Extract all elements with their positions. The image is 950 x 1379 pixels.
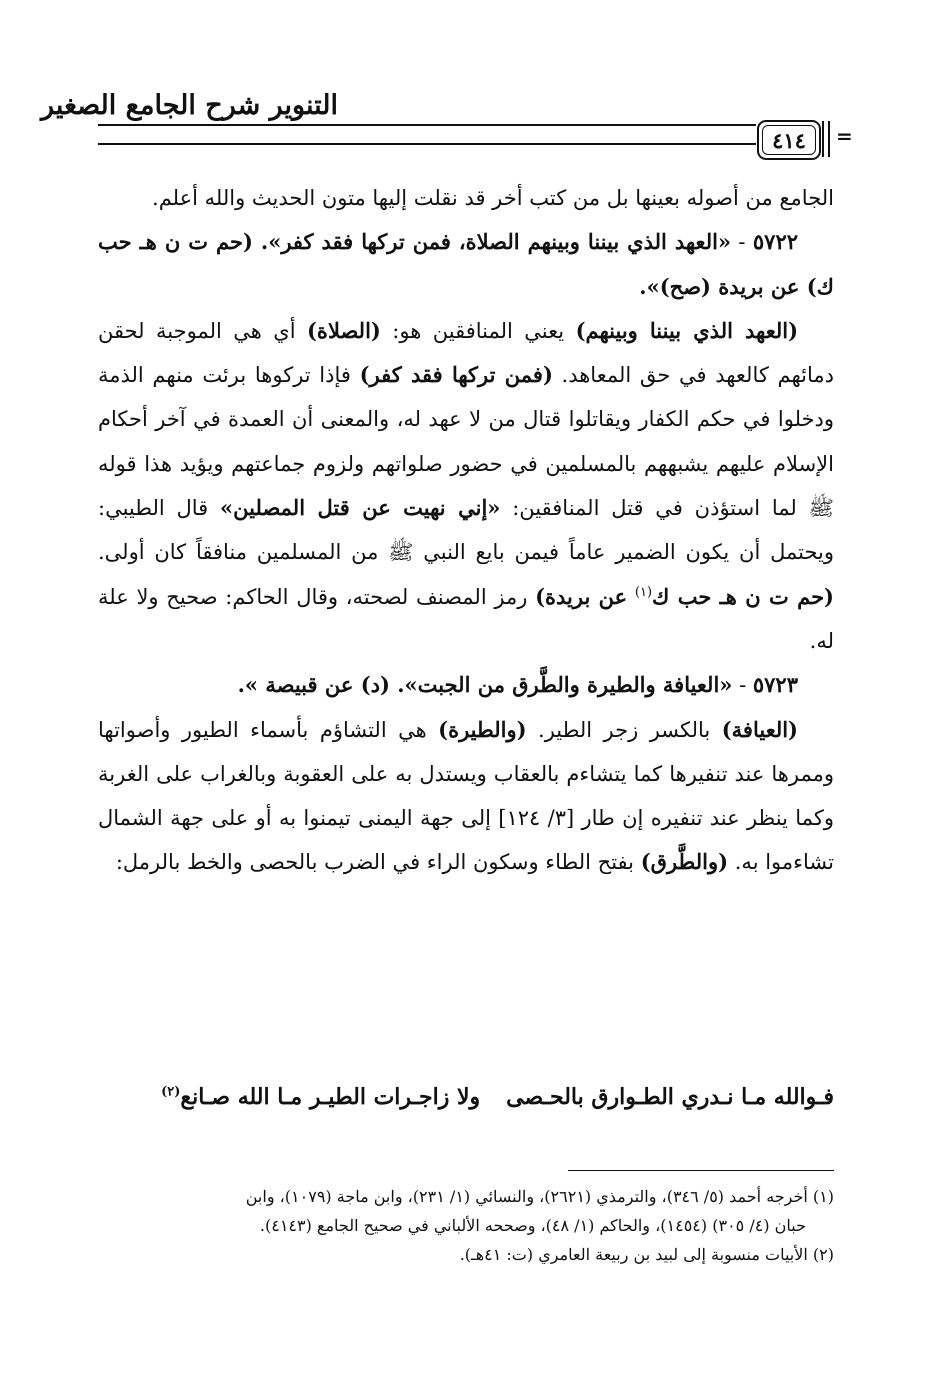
quoted-term: عن بريدة) <box>535 583 628 609</box>
text-run: فإذا تركوها برئت منهم الذمة ودخلوا في حكم الكفار ويقاتلوا قتال من لا عهد له، والمعنى أن العمدة في آخر أحكام الإسلام عليهم يشبههم بالمسلمين في حضور صلواتهم ولزوم جماعتهم ويؤيد هذا قوله ﷺ لما استؤذن في قتل المنافقين: <box>98 363 834 521</box>
quoted-term: (فمن تركها فقد كفر) <box>359 362 553 388</box>
hadith-text: «العهد الذي بيننا وبينهم الصلاة، فمن تركها فقد كفر». (حم ت ن هـ حب ك) عن بريدة (صح)». <box>98 229 834 299</box>
page-number-box <box>757 120 821 160</box>
quoted-term: (الصلاة) <box>307 317 381 343</box>
hadith-5722: ٥٧٢٢ - «العهد الذي بيننا وبينهم الصلاة، فمن تركها فقد كفر». (حم ت ن هـ حب ك) عن بريدة (صح)». <box>98 229 834 299</box>
verse-hemistich-first: فـوالله مـا نـدري الطـوارق بالحـصى <box>506 1084 834 1110</box>
source-codes: (حم ت ن هـ حب ك <box>652 583 834 609</box>
footnote-marker: (١) <box>634 584 653 600</box>
footnote-text: (١) أخرجه أحمد (٥/ ٣٤٦)، والترمذي (٢٦٢١)، والنسائي (١/ ٢٣١)، وابن ماجة (١٠٧٩)، وابن <box>245 1187 834 1206</box>
quoted-term: (العهد الذي بيننا وبينهم) <box>575 317 799 343</box>
footnote-marker: (٢) <box>161 1084 181 1100</box>
poetry-verse <box>98 1084 834 1110</box>
text-run: قال الطيبي: ويحتمل أن يكون الضمير عاماً فيمن بايع النبي ﷺ من المسلمين منافقاً كان أولى. <box>98 496 834 565</box>
footnotes <box>98 1182 834 1269</box>
commentary-5723 <box>98 708 834 885</box>
footnote-1 <box>98 1182 834 1211</box>
verse-text: ولا زاجـرات الطيـر مـا الله صـانع <box>180 1084 481 1110</box>
footnote-separator <box>568 1170 834 1171</box>
header-rule-top <box>98 124 756 126</box>
quoted-term: (والطيرة) <box>438 716 527 742</box>
quoted-term: (والطَّرق) <box>640 849 729 875</box>
footnote-text: حبان (٤/ ٣٠٥) (١٤٥٤)، والحاكم (١/ ٤٨)، وصححه الألباني في صحيح الجامع (٤١٤٣). <box>259 1216 806 1235</box>
text-run: بفتح الطاء وسكون الراء في الضرب بالحصى والخط بالرمل: <box>115 850 641 875</box>
running-header-title: التنوير شرح الجامع الصغير <box>41 90 338 121</box>
page-number: ٤١٤ <box>772 127 806 153</box>
hadith-text: «العيافة والطيرة والطَّرق من الجبت». (د) عن قبيصة ». <box>237 672 733 698</box>
main-text <box>98 176 834 885</box>
text-run: رمز المصنف لصحته، وقال الحاكم: صحيح ولا علة له. <box>98 584 834 653</box>
text-run: أي هي الموجبة لحقن دمائهم كالعهد في حق المعاهد. <box>98 318 834 388</box>
hadith-5723: ٥٧٢٣ - «العيافة والطيرة والطَّرق من الجبت». (د) عن قبيصة ». <box>237 672 798 698</box>
text-run: هي التشاؤم بأسماء الطيور وأصواتها وممرها عند تنفيرها كما يتشاءم بالعقاب ويستدل به على العقوبة وبالغراب على الغربة وكما ينظر عند تنفيره إن طار [٣/ ١٢٤] إلى جهة اليمنى تيمنوا به أو على جهة الشمال تشاءموا به. <box>98 717 834 875</box>
verse-hemistich-second <box>161 1084 480 1110</box>
hadith-number: ٥٧٢٣ <box>752 672 798 698</box>
text-run: بالكسر زجر الطير. <box>526 717 722 742</box>
footnote-1-cont <box>98 1211 834 1240</box>
text-run: الجامع من أصوله بعينها بل من كتب أخر قد نقلت إليها متون الحديث والله أعلم. <box>152 186 834 210</box>
footnote-text: (٢) الأبيات منسوبة إلى لبيد بن ربيعة العامري (ت: ٤١هـ). <box>459 1245 834 1264</box>
text-run: يعني المنافقين هو: <box>380 318 576 343</box>
commentary-5722 <box>98 309 834 663</box>
ornament-bar <box>822 121 824 157</box>
ornament-bar <box>828 121 830 157</box>
quoted-term: «إني نهيت عن قتل المصلين» <box>220 495 501 521</box>
quoted-term: (العيافة) <box>721 716 798 742</box>
footnote-2 <box>98 1240 834 1269</box>
hadith-number: ٥٧٢٢ <box>752 229 799 255</box>
ornament-equals: = <box>836 124 853 148</box>
paragraph-continuation <box>98 176 834 220</box>
header-rule-bottom <box>98 143 756 145</box>
